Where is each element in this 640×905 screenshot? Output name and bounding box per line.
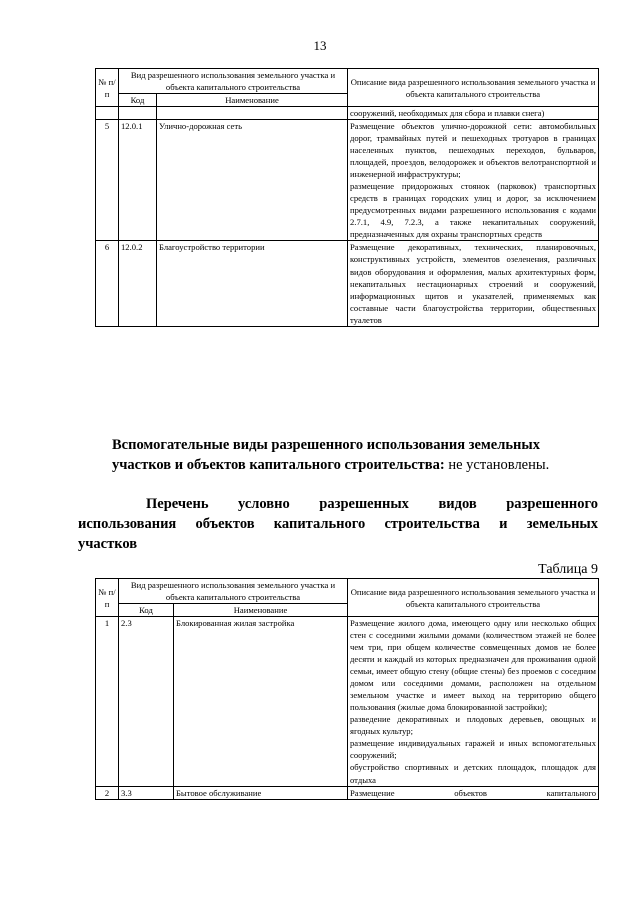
conditional-uses-table: [95, 578, 599, 800]
row-code: 12.0.1: [119, 120, 157, 241]
header-num: № п/п: [96, 579, 119, 617]
heading-line-2: использования объектов капитального строительства и земельных: [78, 516, 598, 532]
row-code: 3.3: [119, 786, 174, 799]
heading-line-1: Перечень условно разрешенных видов разрешенного: [146, 496, 598, 512]
table-caption: Таблица 9: [538, 562, 598, 577]
header-name: Наименование: [174, 604, 348, 617]
header-desc: Описание вида разрешенного использования земельного участка и объекта капитального строительства: [348, 579, 599, 617]
row-code: 12.0.2: [119, 241, 157, 326]
row-num: 5: [96, 120, 119, 241]
row-name: Благоустройство территории: [157, 241, 348, 326]
header-vid: Вид разрешенного использования земельного участка и объекта капитального строительства: [119, 69, 348, 94]
row-name: Бытовое обслуживание: [174, 786, 348, 799]
table-row: [96, 120, 599, 241]
page-number: 13: [313, 38, 327, 53]
row-desc: Размещение жилого дома, имеющего одну или несколько общих стен с соседними жилыми домами (количеством этажей не более чем три, при общем количестве совмещенных домов не более десяти и каждый из которых предназначен для проживания одной семьи, имеет общую стену (общие стены) без проемов с соседним домом или соседними домами, расположен на отдельном земельном участке и имеет выход на территорию общего пользования (жилые дома блокированной застройки); разведение декоративных и плодовых деревьев, овощных и ягодных культур; размещение индивидуальных гаражей и иных вспомогательных сооружений; обустройство спортивных и детских площадок, площадок для отдыха: [348, 617, 599, 786]
row-desc: Размещение декоративных, технических, планировочных, конструктивных устройств, элементов озеленения, различных видов оборудования и оформления, малых архитектурных форм, некапитальных нестационарных строений и сооружений, информационных щитов и указателей, применяемых как составные части благоустройства территории, общественных туалетов: [348, 241, 599, 326]
table-row: [96, 617, 599, 786]
permitted-uses-table: [95, 68, 599, 327]
table-row: [96, 241, 599, 326]
header-code: Код: [119, 94, 157, 107]
header-vid: Вид разрешенного использования земельного участка и объекта капитального строительства: [119, 579, 348, 604]
aux-bold-text: Вспомогательные виды разрешенного использования земельных участков и объектов капитального строительства:: [112, 437, 540, 473]
aux-normal-text: не установлены.: [444, 457, 550, 473]
row-num: 6: [96, 241, 119, 326]
header-desc: Описание вида разрешенного использования земельного участка и объекта капитального строительства: [348, 69, 599, 107]
table-row-continuation: [96, 107, 599, 120]
table-row: [96, 786, 599, 799]
header-name: Наименование: [157, 94, 348, 107]
row-num: 2: [96, 786, 119, 799]
row-name: Блокированная жилая застройка: [174, 617, 348, 786]
heading-line-3: участков: [78, 536, 138, 552]
conditional-uses-heading: [78, 494, 598, 554]
row-name: Улично-дорожная сеть: [157, 120, 348, 241]
header-code: Код: [119, 604, 174, 617]
auxiliary-uses-section: [112, 435, 598, 475]
row-num: 1: [96, 617, 119, 786]
header-num: № п/п: [96, 69, 119, 107]
row-desc: Размещение объектов улично-дорожной сети: автомобильных дорог, трамвайных путей и пешеходных тротуаров в границах населенных пунктов, пешеходных переходов, бульваров, площадей, проездов, велодорожек и объектов велотранспортной и инженерной инфраструктуры; размещение придорожных стоянок (парковок) транспортных средств в границах городских улиц и дорог, за исключением предусмотренных видами разрешенного использования с кодами 2.7.1, 4.9, 7.2.3, а также некапитальных сооружений, предназначенных для охраны транспортных средств: [348, 120, 599, 241]
row-desc: Размещение объектов капитального: [348, 786, 599, 799]
row-desc: сооружений, необходимых для сбора и плавки снега): [348, 107, 599, 120]
row-code: 2.3: [119, 617, 174, 786]
